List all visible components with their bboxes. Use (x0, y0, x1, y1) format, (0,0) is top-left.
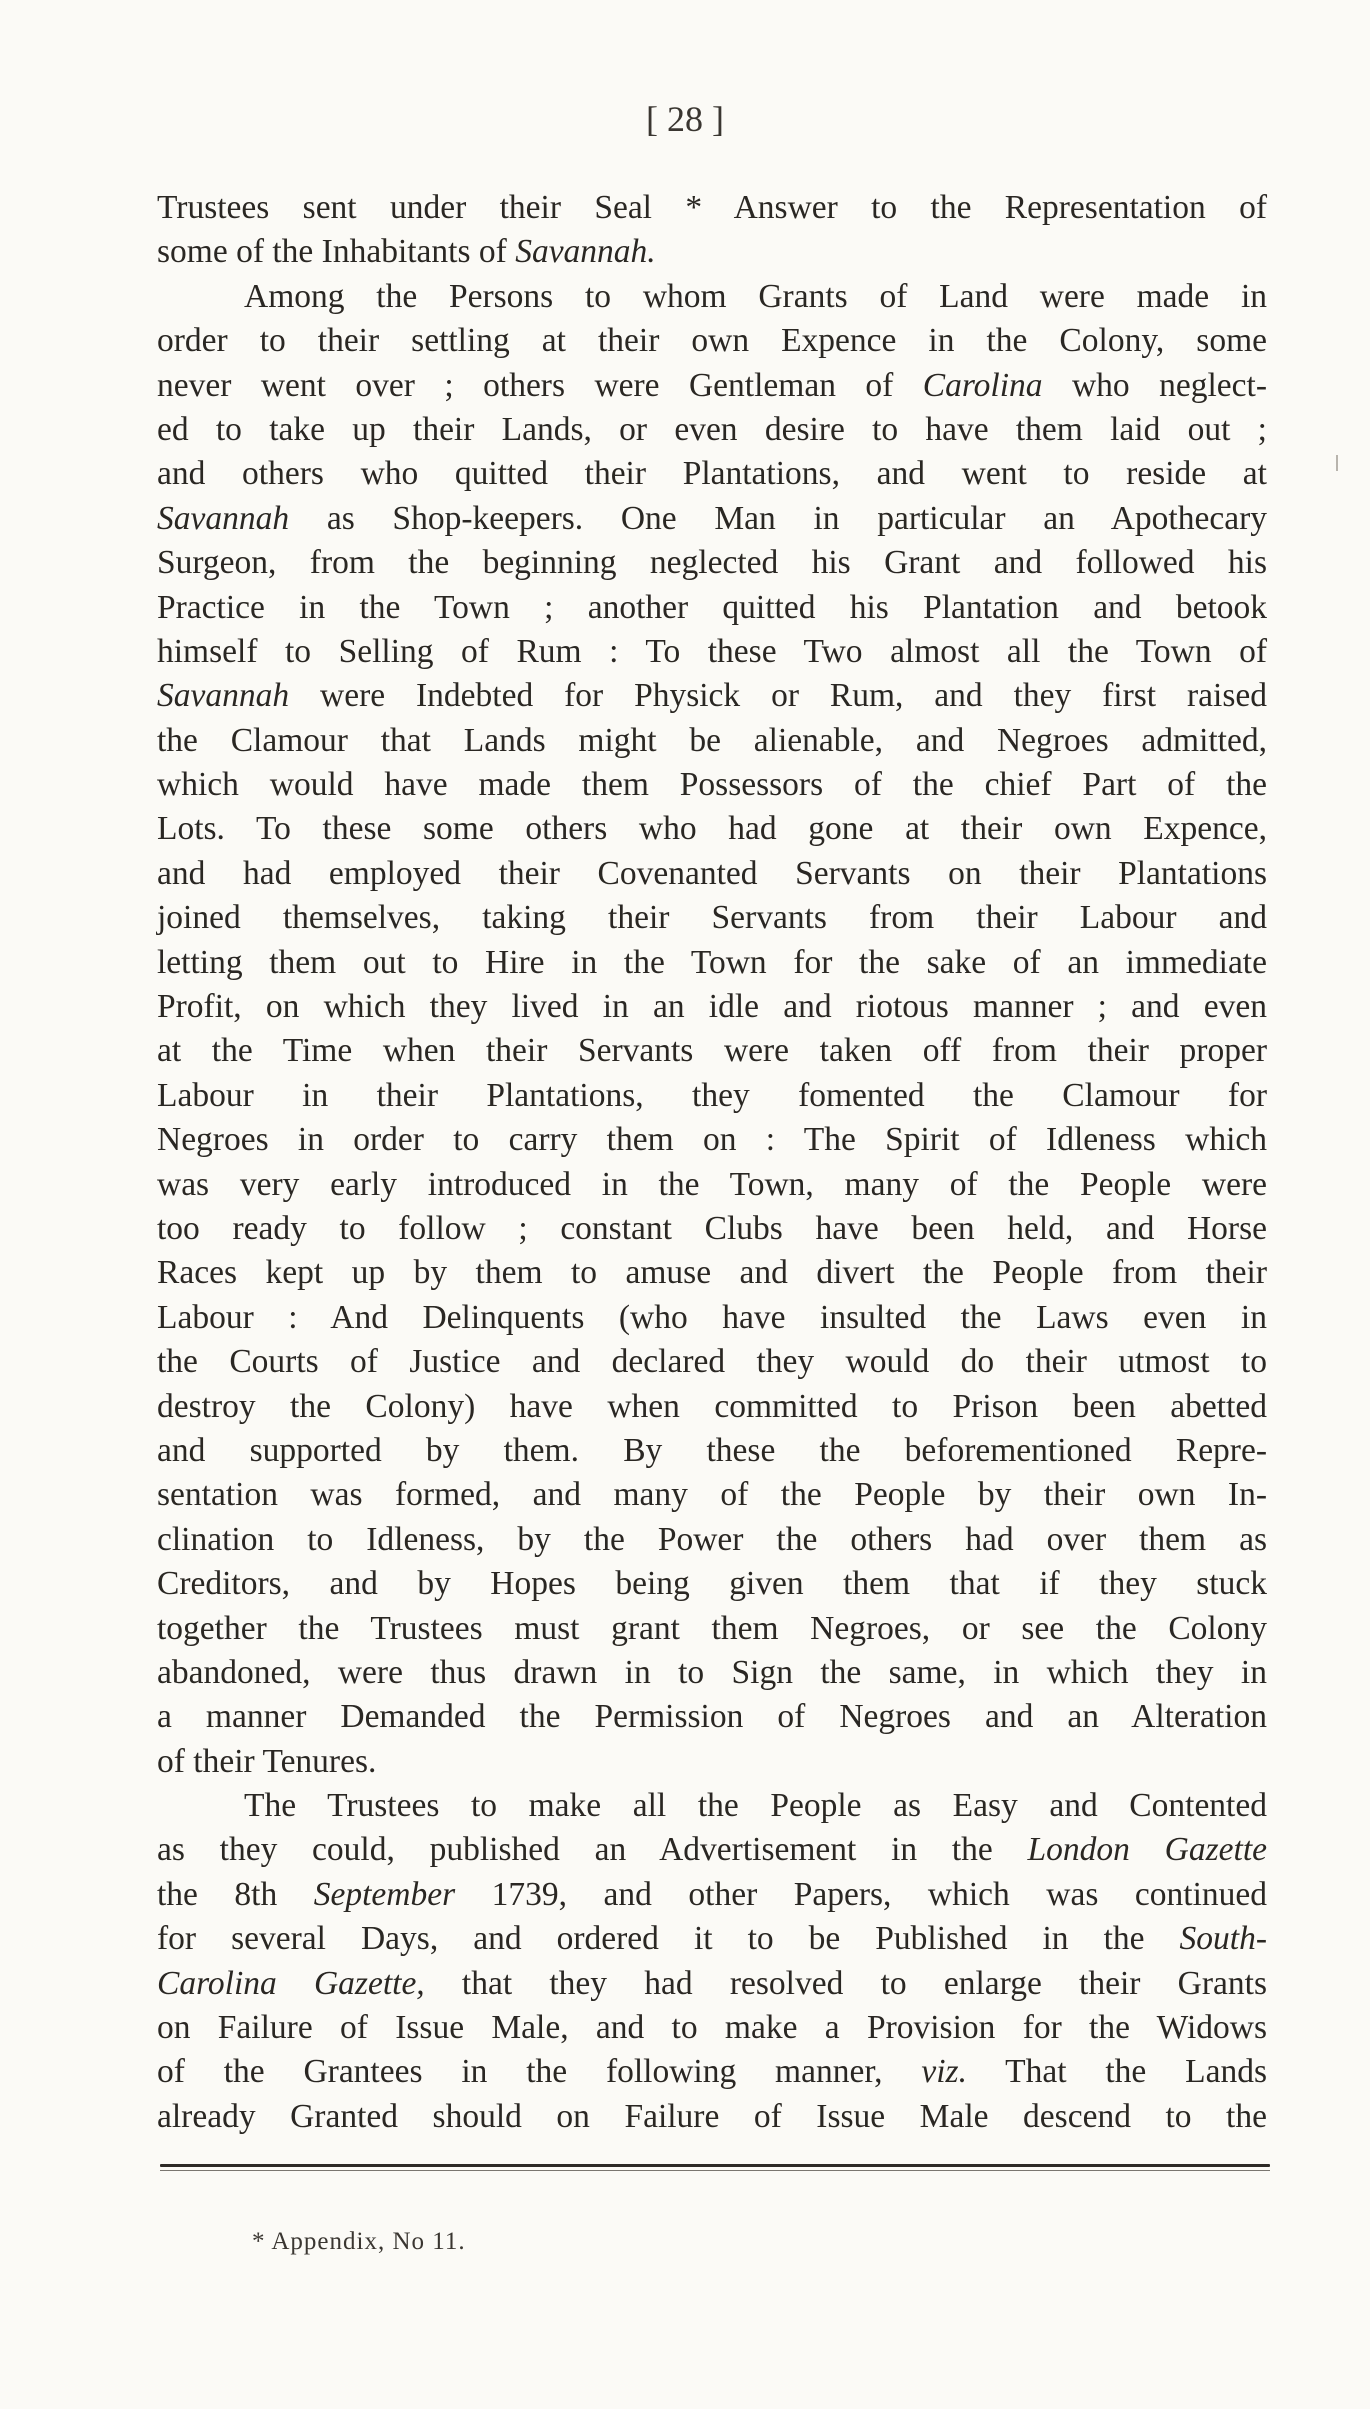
text-line (157, 1695, 1267, 1739)
text-line-roman: Labour in their Plantations, they fomented the Clamour for (157, 1076, 1267, 1114)
text-line-roman: the 8th (157, 1875, 314, 1913)
text-line (157, 674, 1267, 718)
text-line (157, 1562, 1267, 1606)
text-line-roman-after: were Indebted for Physick or Rum, and they first raised (289, 677, 1267, 715)
text-line (157, 1029, 1267, 1073)
body-text (157, 186, 1267, 2139)
text-line-roman: Profit, on which they lived in an idle and riotous manner ; and even (157, 988, 1267, 1026)
text-line (157, 1429, 1267, 1473)
text-line (157, 1340, 1267, 1384)
text-line-roman: never went over ; others were Gentleman of (157, 366, 923, 404)
text-line-roman: Lots. To these some others who had gone at their own Expence, (157, 810, 1267, 848)
text-line-roman: himself to Selling of Rum : To these Two almost all the Town of (157, 632, 1267, 670)
text-line (157, 1607, 1267, 1651)
text-line-roman-after: That the Lands (966, 2053, 1267, 2091)
text-line (157, 541, 1267, 585)
text-line-italic: viz. (921, 2053, 967, 2091)
text-line-roman: Trustees sent under their Seal * Answer to the Representation of (157, 189, 1267, 226)
text-line-roman: and others who quitted their Plantations, and went to reside at (157, 455, 1267, 493)
text-line (157, 1074, 1267, 1118)
text-line (157, 1385, 1267, 1429)
footnote: * Appendix, No 11. (252, 2228, 466, 2255)
text-line-italic: South- (1179, 1920, 1267, 1958)
text-line-roman: Races kept up by them to amuse and divert the People from their (157, 1254, 1267, 1292)
text-line-roman: Practice in the Town ; another quitted his Plantation and betook (157, 588, 1267, 626)
text-line-roman: at the Time when their Servants were taken off from their proper (157, 1032, 1267, 1070)
text-line-roman: for several Days, and ordered it to be Published in the (157, 1920, 1180, 1958)
text-line (157, 2006, 1267, 2050)
text-line (157, 1207, 1267, 1251)
text-line (157, 763, 1267, 807)
text-line (157, 852, 1267, 896)
text-line-roman: too ready to follow ; constant Clubs have been held, and Horse (157, 1209, 1267, 1247)
margin-mark (1336, 455, 1338, 471)
text-line-roman: and supported by them. By these the beforementioned Repre- (157, 1431, 1267, 1469)
text-line (157, 1828, 1267, 1872)
text-line-roman: and had employed their Covenanted Servants on their Plantations (157, 854, 1267, 892)
text-line-italic: Savannah (157, 499, 290, 537)
text-line-roman: a manner Demanded the Permission of Negroes and an Alteration (157, 1698, 1267, 1736)
text-line (157, 319, 1267, 363)
text-line (157, 1784, 1267, 1828)
text-line-italic: Carolina Gazette, (157, 1964, 425, 2002)
text-line-roman: already Granted should on Failure of Issue Male descend to the (157, 2097, 1267, 2135)
text-line-roman: the Clamour that Lands might be alienable, and Negroes admitted, (157, 721, 1267, 759)
text-line (157, 186, 1267, 230)
text-line-roman: order to their settling at their own Expence in the Colony, some (157, 322, 1267, 360)
text-line (157, 408, 1267, 452)
text-line-roman: ed to take up their Lands, or even desire to have them laid out ; (157, 410, 1267, 448)
text-line-roman: sentation was formed, and many of the People by their own In- (157, 1476, 1267, 1514)
text-line (157, 275, 1267, 319)
text-line (157, 2095, 1267, 2139)
text-line (157, 586, 1267, 630)
text-line (157, 1251, 1267, 1295)
text-line (157, 1163, 1267, 1207)
text-line (157, 230, 1267, 274)
text-line (157, 364, 1267, 408)
text-line-roman: letting them out to Hire in the Town for the sake of an immediate (157, 943, 1267, 981)
text-line-roman: the Courts of Justice and declared they would do their utmost to (157, 1343, 1267, 1381)
text-line-roman: Among the Persons to whom Grants of Land were made in (244, 277, 1267, 315)
text-line-italic: Carolina (922, 366, 1043, 404)
text-line-roman: Creditors, and by Hopes being given them that if they stuck (157, 1565, 1267, 1603)
text-line-roman: of the Grantees in the following manner, (157, 2053, 922, 2091)
text-line (157, 1740, 1267, 1784)
text-line (157, 1118, 1267, 1162)
text-line (157, 896, 1267, 940)
text-line-roman: as they could, published an Advertisement in the (157, 1831, 1028, 1869)
text-line-roman-after: as Shop-keepers. One Man in particular an Apothecary (289, 499, 1267, 537)
text-line (157, 1296, 1267, 1340)
text-line (157, 941, 1267, 985)
text-line-roman: destroy the Colony) have when committed to Prison been abetted (157, 1387, 1267, 1425)
text-line-italic: Savannah (157, 677, 290, 715)
text-line-roman: joined themselves, taking their Servants from their Labour and (157, 899, 1267, 937)
text-line (157, 2050, 1267, 2094)
footnote-rule-thin (160, 2170, 1270, 2171)
text-line-roman: abandoned, were thus drawn in to Sign the same, in which they in (157, 1653, 1267, 1691)
text-line (157, 1651, 1267, 1695)
text-line (157, 630, 1267, 674)
text-line-roman-after: who neglect- (1042, 366, 1267, 404)
text-line-italic: Savannah. (515, 233, 656, 271)
footnote-rule (160, 2164, 1270, 2167)
text-line (157, 1473, 1267, 1517)
text-line (157, 1873, 1267, 1917)
text-line (157, 807, 1267, 851)
text-line-roman-after: that they had resolved to enlarge their Grants (424, 1964, 1267, 2002)
text-line-roman: which would have made them Possessors of the chief Part of the (157, 766, 1267, 804)
text-line (157, 719, 1267, 763)
text-line (157, 1962, 1267, 2006)
text-line (157, 452, 1267, 496)
text-line-roman: Labour : And Delinquents (who have insulted the Laws even in (157, 1298, 1267, 1336)
text-line-roman: some of the Inhabitants of (157, 233, 516, 271)
page-number: [ 28 ] (646, 99, 724, 139)
text-line (157, 985, 1267, 1029)
text-line-roman: clination to Idleness, by the Power the others had over them as (157, 1520, 1267, 1558)
text-line-roman: together the Trustees must grant them Negroes, or see the Colony (157, 1609, 1267, 1647)
text-line-roman: Surgeon, from the beginning neglected his Grant and followed his (157, 544, 1267, 582)
text-line-roman-after: 1739, and other Papers, which was continued (455, 1875, 1268, 1913)
text-line-roman: Negroes in order to carry them on : The Spirit of Idleness which (157, 1121, 1267, 1159)
text-line-roman: of their Tenures. (157, 1742, 377, 1780)
text-line-roman: was very early introduced in the Town, many of the People were (157, 1165, 1267, 1203)
text-line (157, 1917, 1267, 1961)
text-line (157, 1518, 1267, 1562)
text-line-roman: on Failure of Issue Male, and to make a Provision for the Widows (157, 2009, 1267, 2047)
text-line-italic: London Gazette (1027, 1831, 1267, 1869)
text-line-roman: The Trustees to make all the People as Easy and Contented (244, 1787, 1267, 1825)
text-line (157, 497, 1267, 541)
text-line-italic: September (313, 1875, 456, 1913)
